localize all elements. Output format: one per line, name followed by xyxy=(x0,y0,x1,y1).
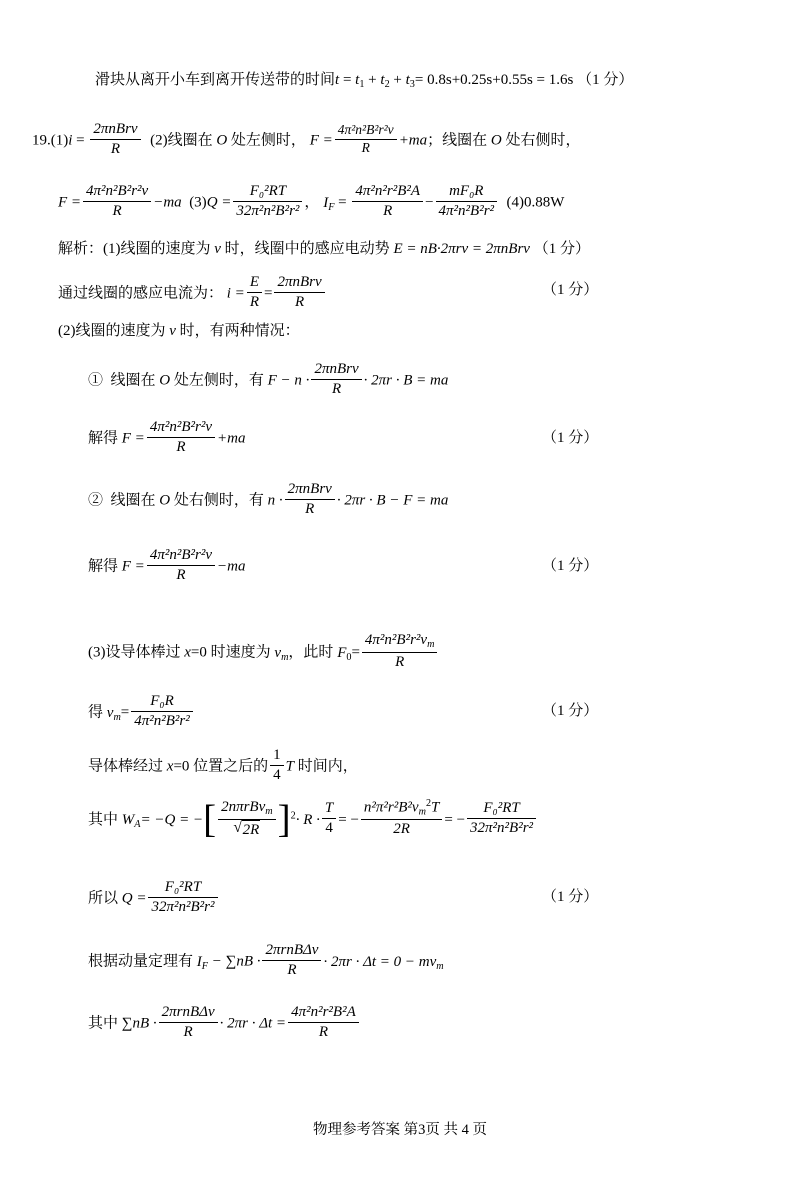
frac-E-R: $\frac{E}{R}$ xyxy=(247,273,262,312)
q19-semicolon: ；线圈在 xyxy=(427,132,488,149)
frac-IF-2: $\frac{\text{mF₀R}}{\text{4π²n²B²r²}}$ xyxy=(436,182,498,221)
case2-O: O xyxy=(159,492,171,509)
case1-sol-F: F = xyxy=(121,430,145,447)
analysis-line-1 xyxy=(58,241,590,258)
case1-sol-label: 解得 xyxy=(88,430,119,447)
part3-vm: $v_m$ xyxy=(274,644,289,663)
frac-F0-def: $\frac{4\pi^2n^2B^2r^2v_m}{R}$ xyxy=(362,631,438,672)
page-footer: 物理参考答案 第3页 共 4 页 xyxy=(313,1122,487,1138)
frac-2pinBrv-R-2: $\frac{\text{2πnBrv}}{R}$ xyxy=(274,273,324,312)
momentum-line xyxy=(88,943,444,982)
case1-line xyxy=(88,362,448,401)
case2-sol-F: F = xyxy=(121,558,145,575)
wa-eq2: = − xyxy=(338,812,359,829)
case2-solution xyxy=(88,548,245,587)
frac-last-2: $\frac{\text{4π²n²r²B²A}}{R}$ xyxy=(288,1003,359,1042)
mom-minus: − ∑nB · xyxy=(211,953,261,970)
q19-label: 19.(1) xyxy=(32,132,69,149)
analysis-1-prefix: 解析：(1)线圈的速度为 xyxy=(58,241,211,257)
case2-line xyxy=(88,482,448,521)
work-line xyxy=(88,797,538,842)
t3: $t_3$ xyxy=(405,72,415,91)
part3-head3: ，此时 xyxy=(288,644,334,661)
case1-label: ① xyxy=(88,372,104,389)
q19-F: F = xyxy=(309,132,333,149)
frac-2pinBrv-R: $\frac{\text{2πnBrv}}{R}$ xyxy=(90,120,140,159)
last-sum: ∑nB · xyxy=(121,1015,157,1032)
wa-eq: = −Q = − xyxy=(140,812,204,829)
wa-mid: · R · xyxy=(295,812,320,829)
mom-tail: · $2\pi r \cdot \Delta t = 0 - mv_m$ xyxy=(323,953,444,972)
q19-minus-ma: −ma xyxy=(153,194,182,211)
last-label: 其中 xyxy=(88,1015,119,1032)
case2-sol-label: 解得 xyxy=(88,558,119,575)
line1-prefix: 滑块从离开小车到离开传送带的时间 xyxy=(95,72,336,88)
case2-eq-a: n · xyxy=(267,492,283,509)
case1-text: 线圈在 xyxy=(110,372,156,389)
q19-O-1: O xyxy=(216,132,228,149)
part3-x: x xyxy=(184,644,191,661)
part3-after-prefix: 导体棒经过 xyxy=(88,758,164,775)
frac-case1-sol: $\frac{\text{4π²n²B²r²v}}{R}$ xyxy=(147,418,215,457)
part3-after2: =0 位置之后的 xyxy=(173,758,269,775)
frac-case2: $\frac{\text{2πnBrv}}{R}$ xyxy=(285,480,335,519)
frac-vm: $\frac{\text{F₀R}}{\text{4π²n²B²r²}}$ xyxy=(131,692,193,731)
wa-pow: 2 xyxy=(290,810,296,822)
so-Q-line xyxy=(88,880,220,919)
part3-get-eq: = xyxy=(120,704,130,721)
q19-IF-minus: − xyxy=(425,194,434,211)
analysis-2-i: i = xyxy=(226,285,245,302)
mom-label: 根据动量定理有 xyxy=(88,953,194,970)
case2-eq-b: · 2πr · B − F = ma xyxy=(336,492,449,509)
q19-IF: $I_F$ xyxy=(323,194,335,213)
frac-wa-2: $\frac{n^2\pi^2r^2B^2v_m^2T}{2R}$ xyxy=(361,798,442,839)
part2-head xyxy=(58,323,300,340)
case1-solution xyxy=(88,420,245,459)
case1-text2: 处左侧时，有 xyxy=(173,372,264,389)
t1: $t_1$ xyxy=(355,72,365,91)
frac-case2-sol: $\frac{\text{4π²n²B²r²v}}{R}$ xyxy=(147,546,215,585)
soQ-score: （1 分） xyxy=(542,889,599,905)
line1-time-eq: t xyxy=(335,72,340,88)
part3-eq: = xyxy=(351,644,360,661)
analysis-2-eq: = xyxy=(263,285,273,302)
analysis-1-score: （1 分） xyxy=(533,241,590,257)
bracket-close: ] xyxy=(277,798,291,842)
case2-sol-tail: −ma xyxy=(216,558,246,575)
part2-head-tail: 时，有两种情况： xyxy=(179,323,300,339)
q19-part2-left: 处左侧时， xyxy=(230,132,306,149)
analysis-1-v: v xyxy=(214,241,221,257)
bracket-open: [ xyxy=(203,798,217,842)
line1-score: （1 分） xyxy=(577,72,634,88)
case2-text: 线圈在 xyxy=(110,492,156,509)
part3-get-vm: $v_m$ xyxy=(106,704,121,723)
frac-last-1: $\frac{\text{2πrnBΔv}}{R}$ xyxy=(159,1003,218,1042)
q19-right: 处右侧时， xyxy=(505,132,581,149)
case2-label: ② xyxy=(88,492,104,509)
part3-after-x: x xyxy=(166,758,174,775)
case1-O: O xyxy=(159,372,171,389)
case2-text2: 处右侧时，有 xyxy=(173,492,264,509)
soQ-Q: Q = xyxy=(121,890,147,907)
part3-F0: $F_0$ xyxy=(337,644,352,663)
case1-score: （1 分） xyxy=(542,430,599,446)
part3-after xyxy=(88,748,358,787)
t2: $t_2$ xyxy=(380,72,390,91)
wa-eq3: = − xyxy=(444,812,466,829)
case1-sol-tail: +ma xyxy=(216,430,246,447)
frac-mom: $\frac{\text{2πrnBΔv}}{R}$ xyxy=(262,941,321,980)
q19-line2: F = $\frac{\text{4π²n²B²r²v}}{R}$ −ma (3)Q = $\frac{\text{F₀²RT}}{\text{32π²n²B²r²}}$ ， $I_F$ = $\frac{\text{4π²n²r²B²A}}{R}$ − $\frac{\text{mF₀R}}{\text{4π²n²B²r²}}$ (4)0.88W xyxy=(58,182,565,219)
part3-after3: 时间内， xyxy=(297,758,358,775)
q19-part3-label: (3) xyxy=(189,194,207,211)
frac-case1: $\frac{\text{2πnBrv}}{R}$ xyxy=(311,360,361,399)
q19-i: i xyxy=(68,132,73,149)
frac-IF-1: $\frac{\text{4π²n²r²B²A}}{R}$ xyxy=(352,182,423,221)
part3-after-T: T xyxy=(285,758,294,775)
part2-head-v: v xyxy=(169,323,176,339)
q19-O-2: O xyxy=(490,132,502,149)
soQ-label: 所以 xyxy=(88,890,119,907)
line-slider-time: 滑块从离开小车到离开传送带的时间$t = t_1 + t_2 + t_3= 0.8s+0.25s+0.55s = 1.6s$ （1 分） xyxy=(95,72,634,91)
q19-line1: 19.(1)i = $\frac{\text{2πnBrv}}{R}$ (2)线圈在 O 处左侧时， F = $\frac{\text{4π²n²B²r²v}}{R}$ +ma；线圈在 O 处右侧时， xyxy=(32,120,581,157)
frac-Q: $\frac{\text{F₀²RT}}{\text{32π²n²B²r²}}$ xyxy=(233,182,302,221)
q19-F2: F = xyxy=(58,194,82,211)
analysis-1-E: E = nB·2πrv = 2πnBrv xyxy=(393,241,530,257)
part3-head-prefix: (3)设导体棒过 xyxy=(88,644,181,661)
frac-F-2: $\frac{\text{4π²n²B²r²v}}{R}$ xyxy=(83,182,151,221)
part2-head-prefix: (2)线圈的速度为 xyxy=(58,323,166,339)
case1-eq-b: · 2πr · B = ma xyxy=(363,372,449,389)
frac-wa-inner: 2nπrBv$_m$ √ 2R xyxy=(218,798,276,840)
frac-soQ: $\frac{\text{F₀²RT}}{\text{32π²n²B²r²}}$ xyxy=(148,878,217,917)
frac-quarter: $\frac{1}{4}$ xyxy=(270,746,284,785)
part3-get-score: （1 分） xyxy=(542,703,599,719)
q19-part4: (4)0.88W xyxy=(506,194,565,211)
q19-part2-label: (2)线圈在 xyxy=(150,132,213,149)
line1-values: = 0.8s+0.25s+0.55s = 1.6s xyxy=(414,72,574,88)
part3-get xyxy=(88,694,195,733)
mom-IF: $I_F$ xyxy=(196,953,208,972)
part3-head xyxy=(88,633,439,674)
frac-wa-3: $\frac{\text{F₀²RT}}{\text{32π²n²B²r²}}$ xyxy=(467,799,536,838)
q19-plus-ma: +ma xyxy=(398,132,428,149)
analysis-2-score: （1 分） xyxy=(542,282,599,298)
case1-eq-a: F − n · xyxy=(267,372,310,389)
sum-line xyxy=(88,1005,361,1044)
analysis-line-2 xyxy=(58,275,327,314)
last-mid: · 2πr · Δt = xyxy=(219,1015,287,1032)
part3-get-label: 得 xyxy=(88,704,104,721)
frac-F-1: $\frac{\text{4π²n²B²r²v}}{R}$ xyxy=(335,122,397,157)
wa-W: $W_A$ xyxy=(121,812,141,831)
wa-label: 其中 xyxy=(88,812,119,829)
case2-score: （1 分） xyxy=(542,558,599,574)
q19-Q: Q = xyxy=(206,194,232,211)
analysis-2-prefix: 通过线圈的感应电流为： xyxy=(58,285,224,302)
frac-T4: $\frac{T}{4}$ xyxy=(322,799,336,838)
q19-comma: ， xyxy=(304,194,320,211)
analysis-1-mid: 时，线圈中的感应电动势 xyxy=(224,241,390,257)
part3-head2: =0 时速度为 xyxy=(190,644,271,661)
